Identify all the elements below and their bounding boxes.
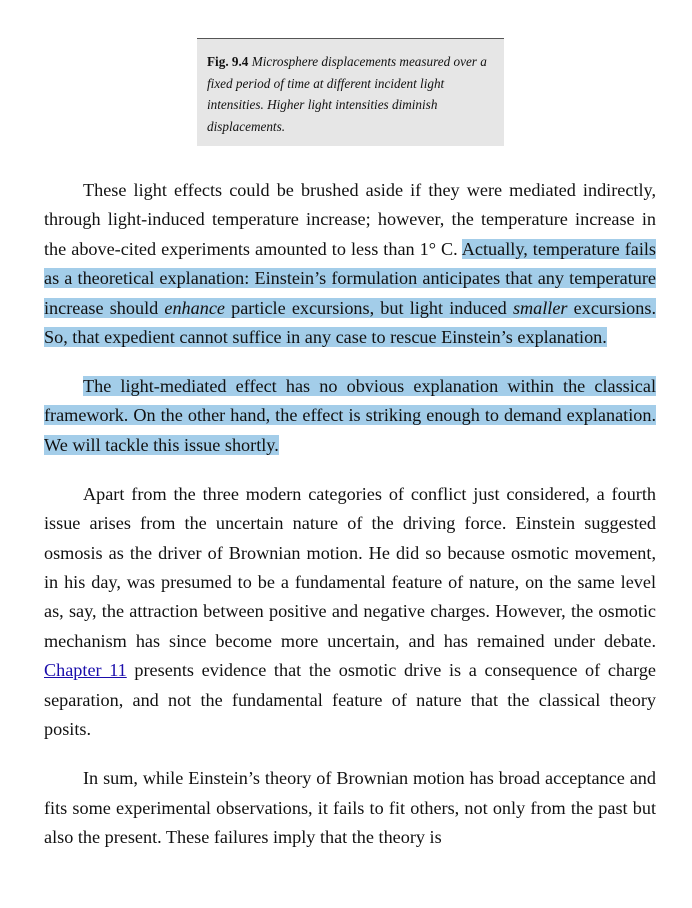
highlighted-selection-1c[interactable]: excursions. So, that expedient cannot suffice in any case to rescue Einstein’s explanation. <box>44 297 656 348</box>
figure-caption-text: Microsphere displacements measured over a fixed period of time at different incident light intensities. Higher light intensities diminish displacements. <box>207 54 487 134</box>
emphasis-enhance[interactable]: enhance <box>164 297 225 318</box>
emphasis-smaller[interactable]: smaller <box>512 297 568 318</box>
highlighted-selection-2[interactable]: The light-mediated effect has no obvious explanation within the classical framework. On the other hand, the effect is striking enough to demand explanation. We will tackle this issue shortly. <box>44 376 656 455</box>
chapter-11-link[interactable]: Chapter 11 <box>44 660 127 681</box>
paragraph-2 <box>44 372 656 460</box>
paragraph-3 <box>44 480 656 745</box>
highlighted-selection-1a[interactable]: Actually, temperature fails as a theoretical explanation: Einstein’s formulation anticipates that any temperature increase should <box>44 238 657 318</box>
body-text <box>44 176 656 872</box>
paragraph-3-after-link[interactable]: presents evidence that the osmotic drive is a consequence of charge separation, and not the fundamental feature of nature that the classical theory posits. <box>44 660 656 740</box>
paragraph-1 <box>44 176 656 352</box>
paragraph-3-before-link[interactable]: Apart from the three modern categories of conflict just considered, a fourth issue arises from the uncertain nature of the driving force. Einstein suggested osmosis as the driver of Brownian motion. He did so because osmotic movement, in his day, was presumed to be a fundamental feature of nature, on the same level as, say, the attraction between positive and negative charges. However, the osmotic mechanism has since become more uncertain, and has remained under debate. <box>44 483 656 651</box>
figure-label: Fig. 9.4 <box>207 54 249 69</box>
paragraph-4 <box>44 764 656 852</box>
figure-caption <box>197 38 504 146</box>
highlighted-selection-1b[interactable]: particle excursions, but light induced <box>224 297 513 318</box>
paragraph-4-text[interactable]: In sum, while Einstein’s theory of Brownian motion has broad acceptance and fits some experimental observations, it fails to fit others, not only from the past but also the present. These failures imply that the theory is <box>44 768 656 847</box>
paragraph-1-intro[interactable]: These light effects could be brushed aside if they were mediated indirectly, through light-induced temperature increase; however, the temperature increase in the above-cited experiments amounted to less than 1° C. <box>44 180 656 259</box>
